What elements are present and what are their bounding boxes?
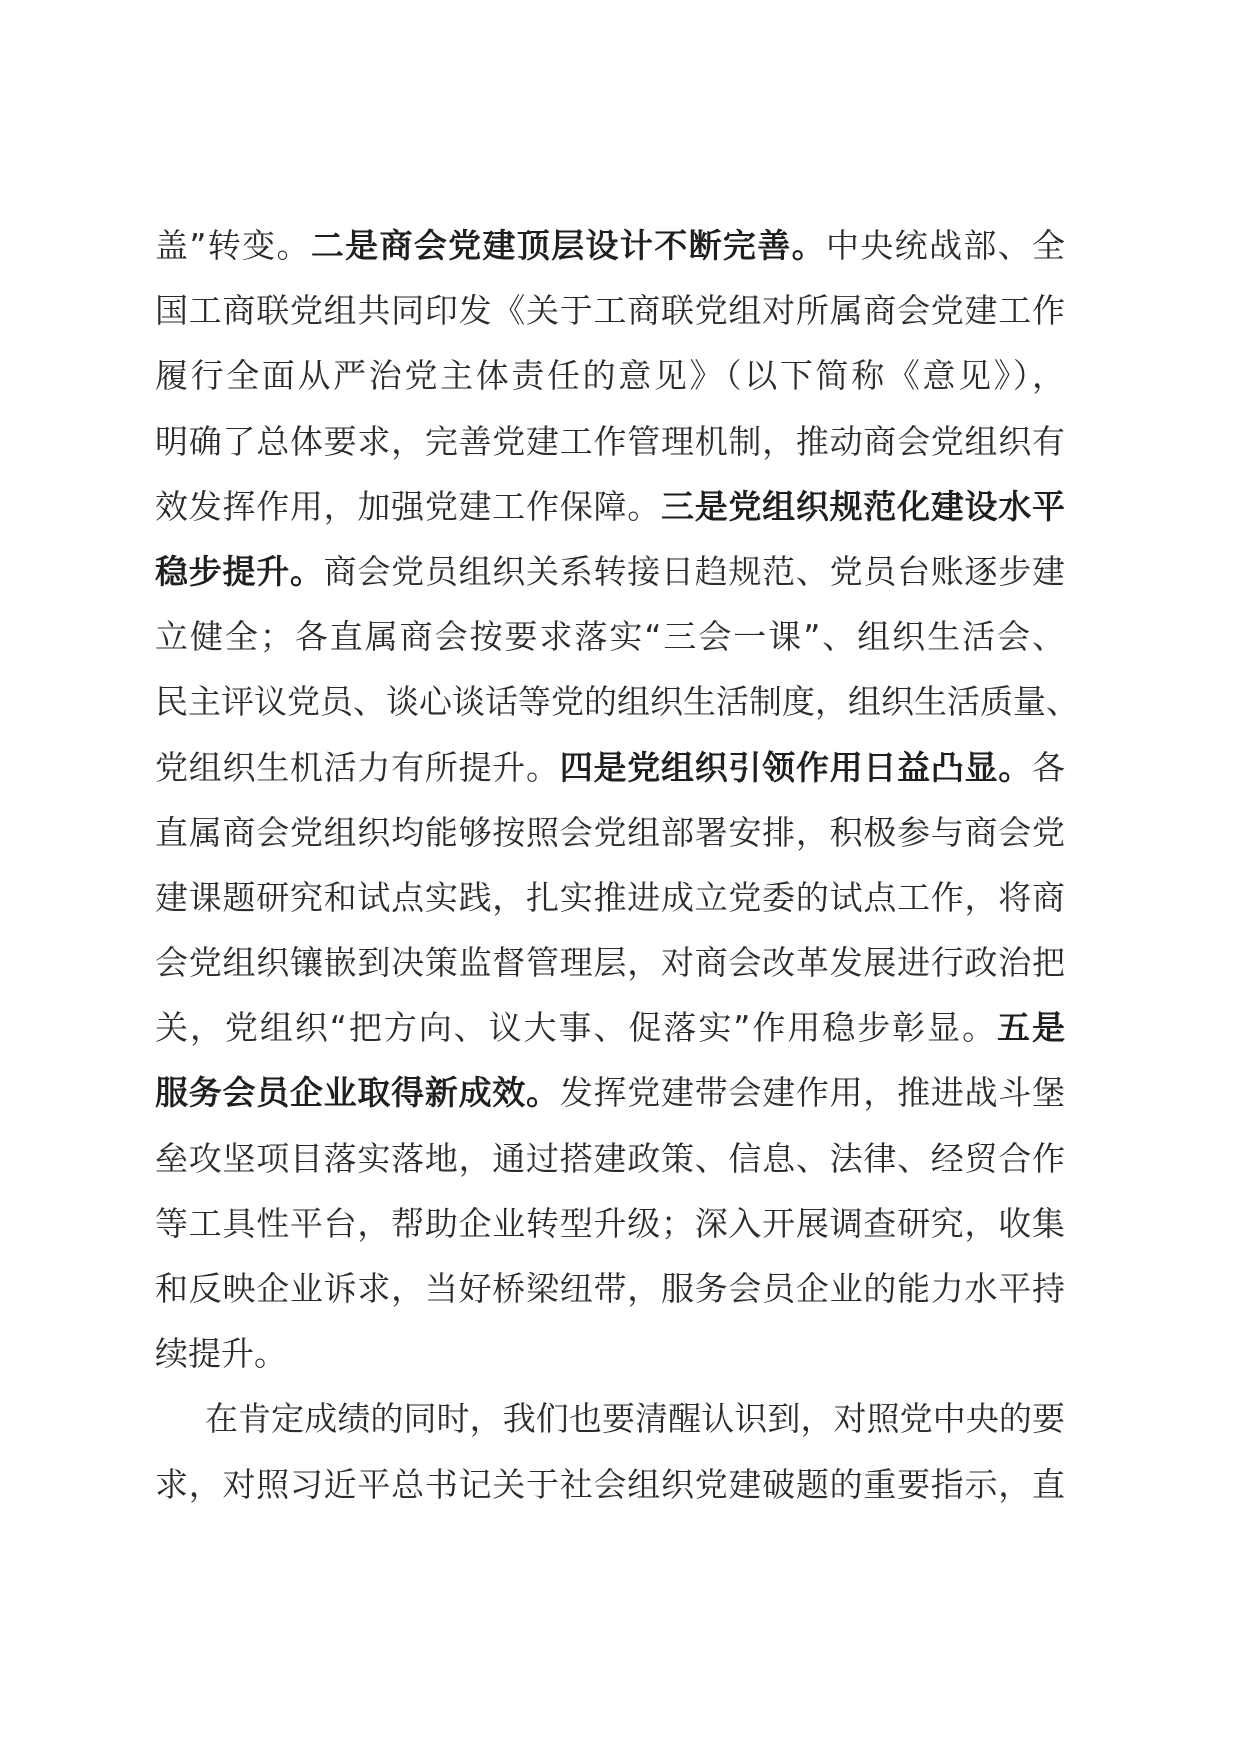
bold-heading-text: 三是党组织规范化建设水平 — [660, 486, 1066, 526]
text-line — [155, 539, 1065, 604]
text-line — [155, 930, 1065, 995]
text-line — [155, 1060, 1065, 1125]
text-run: 盖”转变。 — [155, 226, 311, 265]
text-line — [155, 474, 1065, 539]
text-run: 等工具性平台，帮助企业转型升级；深入开展调查研究，收集 — [155, 1203, 1065, 1243]
text-line — [155, 1256, 1065, 1321]
text-line — [155, 604, 1065, 669]
bold-heading-text: 四是党组织引领作用日益凸显。 — [559, 747, 1033, 787]
text-run: 商会党员组织关系转接日趋规范、党员台账逐步建 — [323, 551, 1066, 591]
text-line — [155, 1126, 1065, 1191]
text-line — [155, 995, 1065, 1060]
text-run: 续提升。 — [155, 1334, 287, 1374]
bold-heading-text: 稳步提升。 — [155, 551, 324, 591]
text-run: 民主评议党员、谈心谈话等党的组织生活制度，组织生活质量、 — [155, 682, 1079, 722]
text-run: 求，对照习近平总书记关于社会组织党建破题的重要指示，直 — [155, 1464, 1065, 1504]
bold-heading-text: 服务会员企业取得新成效。 — [155, 1073, 560, 1113]
text-run: 建课题研究和试点实践，扎实推进成立党委的试点工作，将商 — [155, 877, 1065, 917]
text-line — [155, 213, 1065, 278]
text-run: 履行全面从严治党主体责任的意见》（以下简称《意见》）， — [155, 356, 1065, 396]
text-run: 国工商联党组共同印发《关于工商联党组对所属商会党建工作 — [155, 291, 1065, 331]
text-run: 明确了总体要求，完善党建工作管理机制，推动商会党组织有 — [155, 421, 1065, 461]
text-run: 会党组织镶嵌到决策监督管理层，对商会改革发展进行政治把 — [155, 943, 1065, 983]
bold-heading-text: 二是商会党建顶层设计不断完善。 — [310, 226, 826, 265]
text-line — [155, 1452, 1065, 1517]
text-run: 各 — [1032, 747, 1066, 787]
text-run: 中央统战部、全 — [825, 226, 1066, 265]
text-line — [155, 669, 1079, 734]
text-run: 关，党组织“把方向、议大事、促落实”作用稳步彰显。 — [155, 1008, 998, 1048]
text-run: 和反映企业诉求，当好桥梁纽带，服务会员企业的能力水平持 — [155, 1269, 1065, 1308]
text-line — [155, 409, 1065, 474]
text-line — [155, 865, 1065, 930]
text-run: 效发挥作用，加强党建工作保障。 — [155, 486, 661, 526]
text-line — [155, 1321, 1065, 1386]
text-line — [155, 343, 1065, 408]
text-run: 直属商会党组织均能够按照会党组部署安排，积极参与商会党 — [155, 812, 1065, 852]
text-run: 立健全；各直属商会按要求落实“三会一课”、组织生活会、 — [155, 617, 1065, 657]
text-run: 在肯定成绩的同时，我们也要清醒认识到，对照党中央的要 — [205, 1399, 1065, 1439]
text-line — [155, 278, 1065, 343]
text-line — [155, 800, 1065, 865]
text-run: 党组织生机活力有所提升。 — [155, 747, 560, 787]
text-line — [155, 1191, 1065, 1256]
body-text — [155, 213, 1079, 1517]
text-run: 发挥党建带会建作用，推进战斗堡 — [559, 1073, 1066, 1113]
bold-heading-text: 五是 — [997, 1008, 1066, 1048]
paragraph-first-line — [155, 1386, 1065, 1451]
text-line — [155, 735, 1065, 800]
text-run: 垒攻坚项目落实落地，通过搭建政策、信息、法律、经贸合作 — [155, 1138, 1065, 1178]
